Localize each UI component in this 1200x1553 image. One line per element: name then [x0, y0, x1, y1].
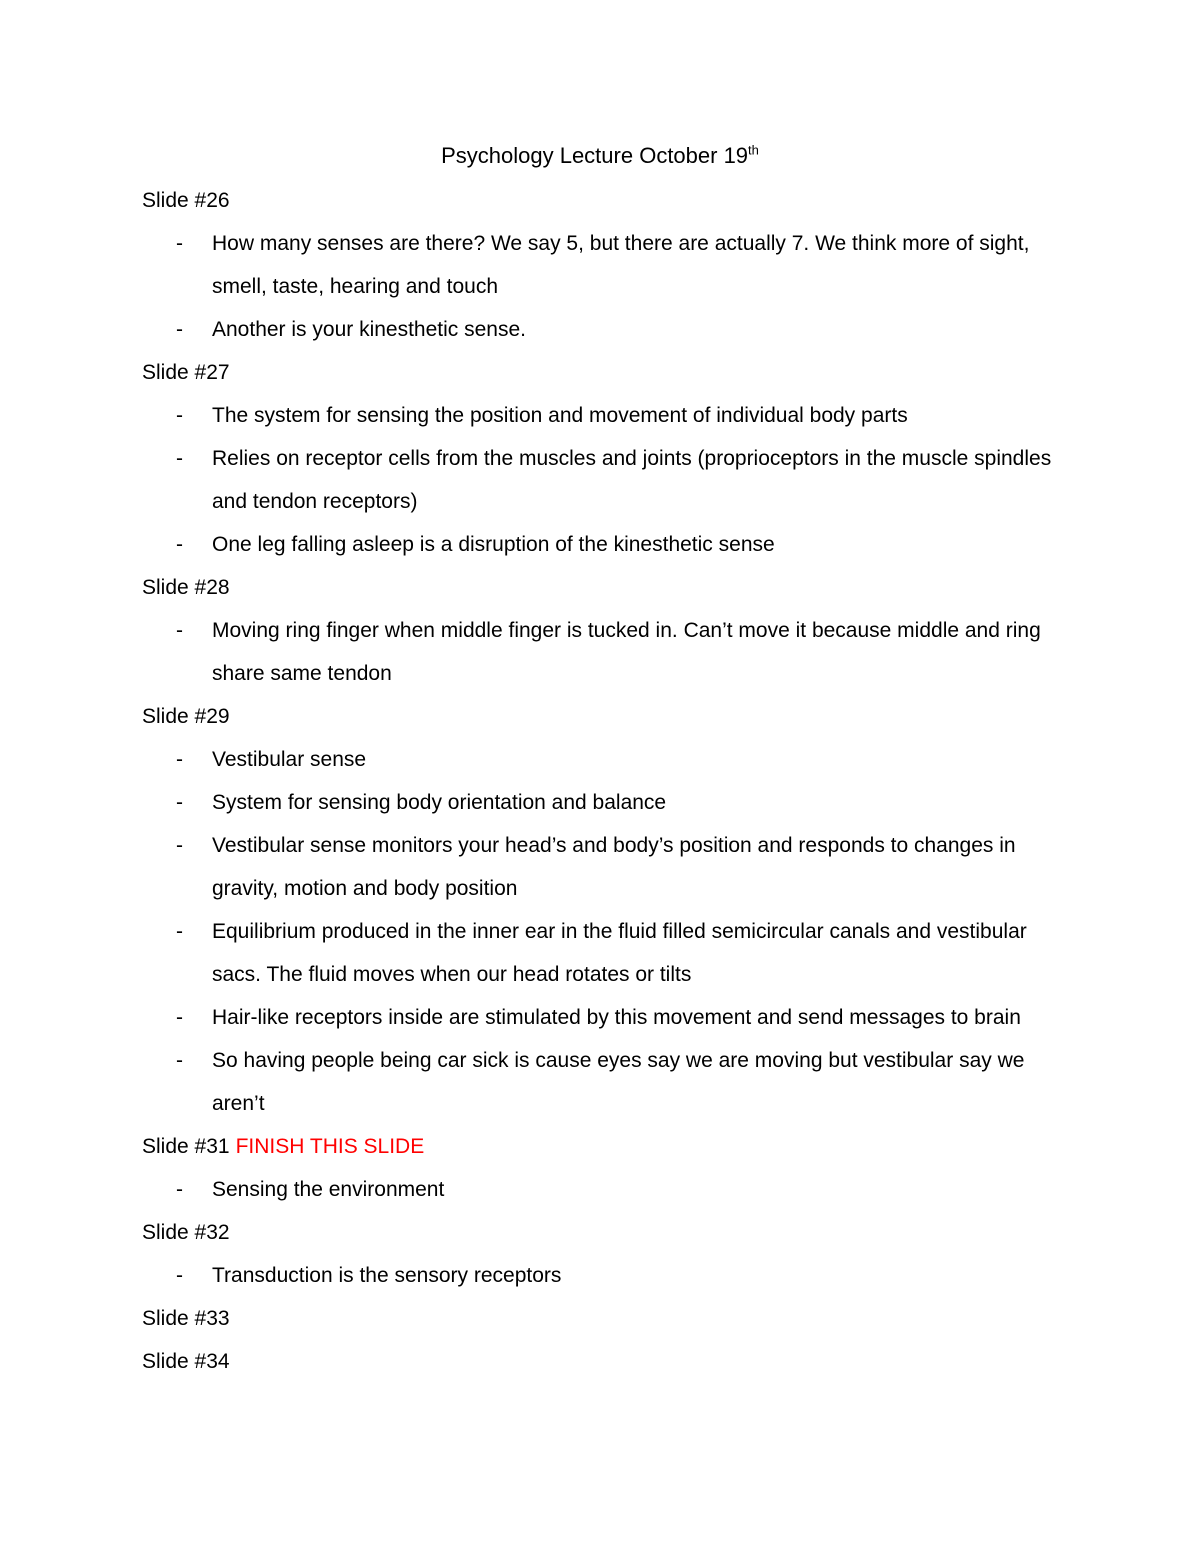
- bullet-list: [142, 394, 1062, 566]
- bullet-text: Hair-like receptors inside are stimulated by this movement and send messages to brain: [212, 1006, 1021, 1029]
- bullet-text: Transduction is the sensory receptors: [212, 1264, 562, 1287]
- slide-heading-label: Slide #26: [142, 189, 230, 212]
- slide-heading: [142, 1125, 1062, 1168]
- bullet-text: How many senses are there? We say 5, but there are actually 7. We think more of sight, smell, taste, hearing and touch: [212, 232, 1030, 298]
- document-title: [0, 136, 1200, 179]
- slide-heading: [142, 179, 1062, 222]
- bullet-text: Moving ring finger when middle finger is tucked in. Can’t move it because middle and ring share same tendon: [212, 619, 1041, 685]
- bullet-item: [142, 609, 1062, 695]
- slide-heading-label: Slide #32: [142, 1221, 230, 1244]
- bullet-item: [142, 738, 1062, 781]
- bullet-list: [142, 738, 1062, 1125]
- title-superscript: th: [748, 142, 759, 158]
- title-text: Psychology Lecture October 19: [441, 143, 749, 168]
- bullet-dash-marker: -: [176, 232, 183, 255]
- slide-heading-label: Slide #34: [142, 1350, 230, 1373]
- bullet-text: One leg falling asleep is a disruption of the kinesthetic sense: [212, 533, 775, 556]
- slide-heading: [142, 1297, 1062, 1340]
- bullet-list: [142, 1254, 1062, 1297]
- bullet-dash-marker: -: [176, 1049, 183, 1072]
- bullet-dash-marker: -: [176, 1006, 183, 1029]
- bullet-text: Relies on receptor cells from the muscles and joints (proprioceptors in the muscle spindles and tendon receptors): [212, 447, 1052, 513]
- bullet-item: [142, 394, 1062, 437]
- notes-body: [142, 179, 1062, 1383]
- bullet-item: [142, 910, 1062, 996]
- bullet-text: Equilibrium produced in the inner ear in the fluid filled semicircular canals and vestibular sacs. The fluid moves when our head rotates or tilts: [212, 920, 1027, 986]
- bullet-list: [142, 1168, 1062, 1211]
- bullet-item: [142, 1039, 1062, 1125]
- bullet-list: [142, 609, 1062, 695]
- bullet-text: Vestibular sense monitors your head’s and body’s position and responds to changes in gravity, motion and body position: [212, 834, 1016, 900]
- slide-heading-label: Slide #33: [142, 1307, 230, 1330]
- bullet-dash-marker: -: [176, 791, 183, 814]
- bullet-text: Sensing the environment: [212, 1178, 445, 1201]
- bullet-text: System for sensing body orientation and balance: [212, 791, 667, 814]
- slide-heading: [142, 695, 1062, 738]
- bullet-dash-marker: -: [176, 1178, 183, 1201]
- bullet-item: [142, 308, 1062, 351]
- bullet-dash-marker: -: [176, 834, 183, 857]
- bullet-item: [142, 523, 1062, 566]
- slide-heading: [142, 1340, 1062, 1383]
- bullet-item: [142, 824, 1062, 910]
- bullet-text: Another is your kinesthetic sense.: [212, 318, 526, 341]
- bullet-item: [142, 781, 1062, 824]
- bullet-dash-marker: -: [176, 748, 183, 771]
- slide-reminder-note: FINISH THIS SLIDE: [235, 1135, 425, 1158]
- bullet-dash-marker: -: [176, 404, 183, 427]
- document-page: [142, 136, 1062, 1383]
- bullet-item: [142, 996, 1062, 1039]
- bullet-dash-marker: -: [176, 619, 183, 642]
- slide-heading-label: Slide #28: [142, 576, 230, 599]
- bullet-text: The system for sensing the position and movement of individual body parts: [212, 404, 908, 427]
- bullet-dash-marker: -: [176, 318, 183, 341]
- bullet-list: [142, 222, 1062, 351]
- bullet-dash-marker: -: [176, 920, 183, 943]
- slide-heading-label: Slide #31: [142, 1135, 230, 1158]
- bullet-dash-marker: -: [176, 447, 183, 470]
- slide-heading-label: Slide #29: [142, 705, 230, 728]
- bullet-item: [142, 1168, 1062, 1211]
- slide-heading: [142, 566, 1062, 609]
- bullet-text: So having people being car sick is cause eyes say we are moving but vestibular say we aren’t: [212, 1049, 1025, 1115]
- bullet-text: Vestibular sense: [212, 748, 367, 771]
- bullet-dash-marker: -: [176, 1264, 183, 1287]
- slide-heading: [142, 351, 1062, 394]
- bullet-item: [142, 437, 1062, 523]
- bullet-item: [142, 222, 1062, 308]
- slide-heading: [142, 1211, 1062, 1254]
- bullet-item: [142, 1254, 1062, 1297]
- slide-heading-label: Slide #27: [142, 361, 230, 384]
- bullet-dash-marker: -: [176, 533, 183, 556]
